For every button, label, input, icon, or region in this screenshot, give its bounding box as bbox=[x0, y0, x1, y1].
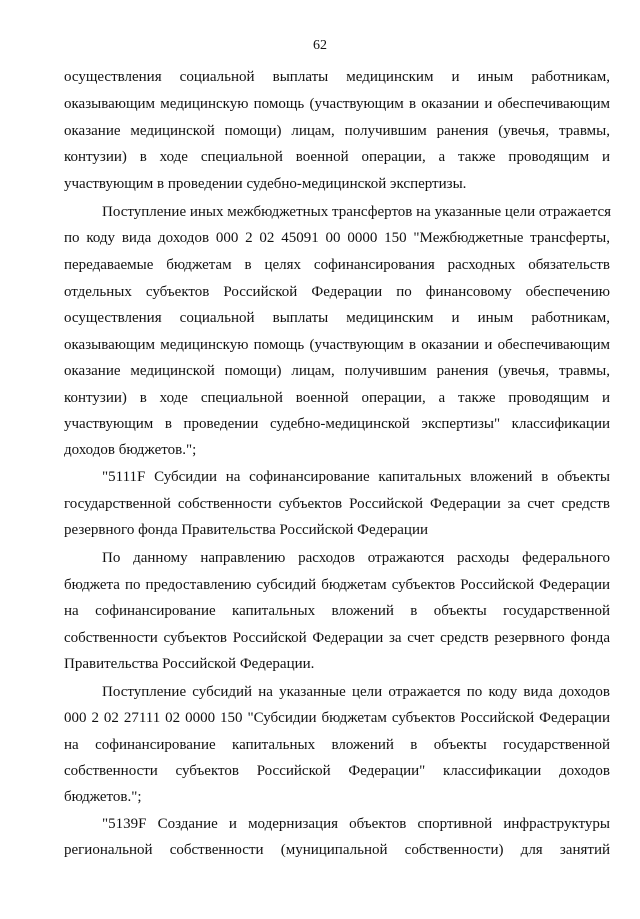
text-line: на софинансирование капитальных вложений в объекты государственной bbox=[64, 737, 610, 753]
text-line: собственности субъектов Российской Федерации за счет средств резервного фонда bbox=[64, 630, 610, 646]
text-line: государственной собственности субъектов Российской Федерации за счет средств bbox=[64, 496, 610, 512]
text-line: Правительства Российской Федерации. bbox=[64, 656, 315, 672]
text-line: оказывающим медицинскую помощь (участвующим в оказании и обеспечивающим bbox=[64, 96, 610, 112]
text-line: резервного фонда Правительства Российской Федерации bbox=[64, 522, 429, 538]
text-line: "5111F Субсидии на софинансирование капитальных вложений в объекты bbox=[102, 469, 610, 485]
text-line: участвующим в проведении судебно-медицинской экспертизы. bbox=[64, 176, 467, 192]
text-line: контузии) в ходе специальной военной операции, а также проводящим и bbox=[64, 390, 610, 406]
text-line: бюджетов."; bbox=[64, 789, 142, 805]
text-line: отдельных субъектов Российской Федерации по финансовому обеспечению bbox=[64, 284, 610, 300]
text-line: По данному направлению расходов отражаются расходы федерального bbox=[102, 550, 610, 566]
text-line: "5139F Создание и модернизация объектов спортивной инфраструктуры bbox=[102, 816, 610, 832]
text-line: по коду вида доходов 000 2 02 45091 00 0000 150 "Межбюджетные трансферты, bbox=[64, 230, 610, 246]
text-line: 000 2 02 27111 02 0000 150 "Субсидии бюджетам субъектов Российской Федерации bbox=[64, 710, 610, 726]
text-line: оказание медицинской помощи) лицам, получившим ранения (увечья, травмы, bbox=[64, 363, 610, 379]
text-line: на софинансирование капитальных вложений в объекты государственной bbox=[64, 603, 610, 619]
text-line: контузии) в ходе специальной военной операции, а также проводящим и bbox=[64, 149, 610, 165]
text-line: бюджета по предоставлению субсидий бюджетам субъектов Российской Федерации bbox=[64, 577, 610, 593]
text-line: осуществления социальной выплаты медицинским и иным работникам, bbox=[64, 69, 610, 85]
text-line: региональной собственности (муниципальной собственности) для занятий bbox=[64, 842, 610, 858]
page-number: 62 bbox=[313, 38, 327, 53]
text-line: собственности субъектов Российской Федерации" классификации доходов bbox=[64, 763, 610, 779]
text-line: оказание медицинской помощи) лицам, получившим ранения (увечья, травмы, bbox=[64, 123, 610, 139]
text-line: осуществления социальной выплаты медицинским и иным работникам, bbox=[64, 310, 610, 326]
text-line: Поступление иных межбюджетных трансфертов на указанные цели отражается bbox=[102, 204, 612, 220]
text-line: участвующим в проведении судебно-медицинской экспертизы" классификации bbox=[64, 416, 610, 432]
text-line: передаваемые бюджетам в целях софинансирования расходных обязательств bbox=[64, 257, 610, 273]
text-line: доходов бюджетов."; bbox=[64, 442, 197, 458]
text-line: оказывающим медицинскую помощь (участвующим в оказании и обеспечивающим bbox=[64, 337, 610, 353]
text-line: Поступление субсидий на указанные цели отражается по коду вида доходов bbox=[102, 684, 610, 700]
